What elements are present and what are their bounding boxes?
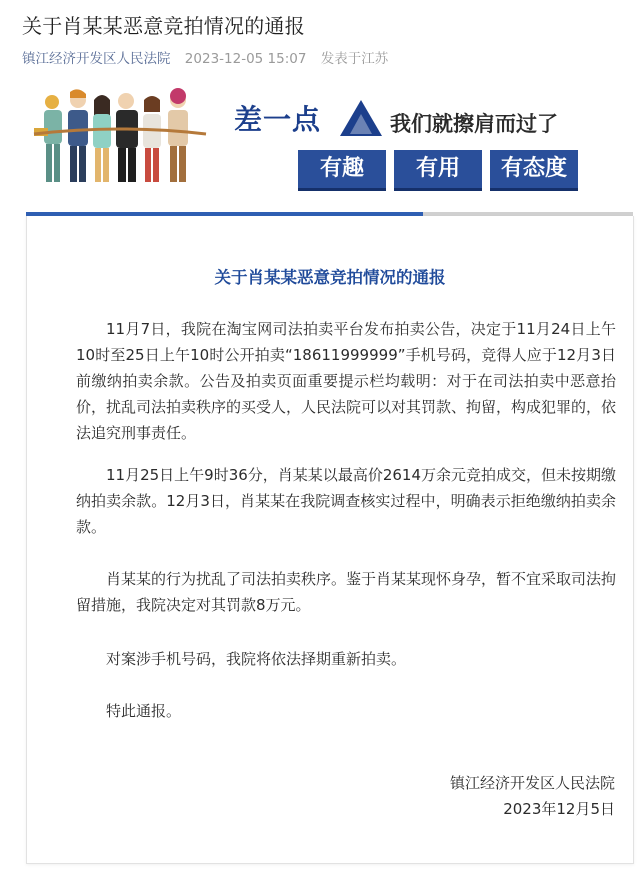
notice-signature: 镇江经济开发区人民法院 (449, 774, 615, 792)
notice-paragraph: 特此通报。 (106, 702, 182, 720)
slogan-main-text: 差一点 (234, 103, 322, 136)
slogan-sub-text: 我们就擦肩而过了 (390, 112, 558, 136)
notice-paragraph: 对案涉手机号码，我院将依法择期重新拍卖。 (106, 650, 407, 668)
tag-attitude: 有态度 (490, 150, 578, 191)
triangle-icon (338, 98, 384, 138)
notice-date: 2023年12月5日 (503, 800, 615, 818)
notice-paragraph: 肖某某的行为扰乱了司法拍卖秩序。鉴于肖某某现怀身孕，暂不宜采取司法拘留措施，我院决定对其罚款8万元。 (76, 570, 617, 614)
notice-paragraph: 11月25日上午9时36分，肖某某以最高价2614万余元竞拍成交，但未按期缴纳拍卖余款。12月3日，肖某某在我院调查核实过程中，明确表示拒绝缴纳拍卖余款。 (76, 466, 616, 536)
notice-paragraph: 11月7日，我院在淘宝网司法拍卖平台发布拍卖公告，决定于11月24日上午10时至25日上午10时公开拍卖“18611999999”手机号码，竞得人应于12月3日前缴纳拍卖余款。公告及拍卖页面重要提示栏均载明：对于在司法拍卖中恶意抬价，扰乱司法拍卖秩序的买受人，人民法院可以对其罚款、拘留，构成犯罪的，依法追究刑事责任。 (76, 320, 617, 442)
publish-time: 2023-12-05 15:07 (184, 51, 307, 67)
slogan (234, 98, 614, 142)
notice-card (26, 216, 634, 864)
article-title: 关于肖某某恶意竞拍情况的通报 (22, 14, 305, 38)
author-link[interactable]: 镇江经济开发区人民法院 (22, 51, 171, 67)
publish-location: 发表于江苏 (320, 51, 389, 67)
notice-title: 关于肖某某恶意竞拍情况的通报 (214, 268, 446, 287)
banner-image (22, 88, 622, 198)
article-meta (22, 47, 388, 67)
people-illustration-icon (30, 88, 210, 193)
tag-useful: 有用 (394, 150, 482, 191)
tag-interesting: 有趣 (298, 150, 386, 191)
